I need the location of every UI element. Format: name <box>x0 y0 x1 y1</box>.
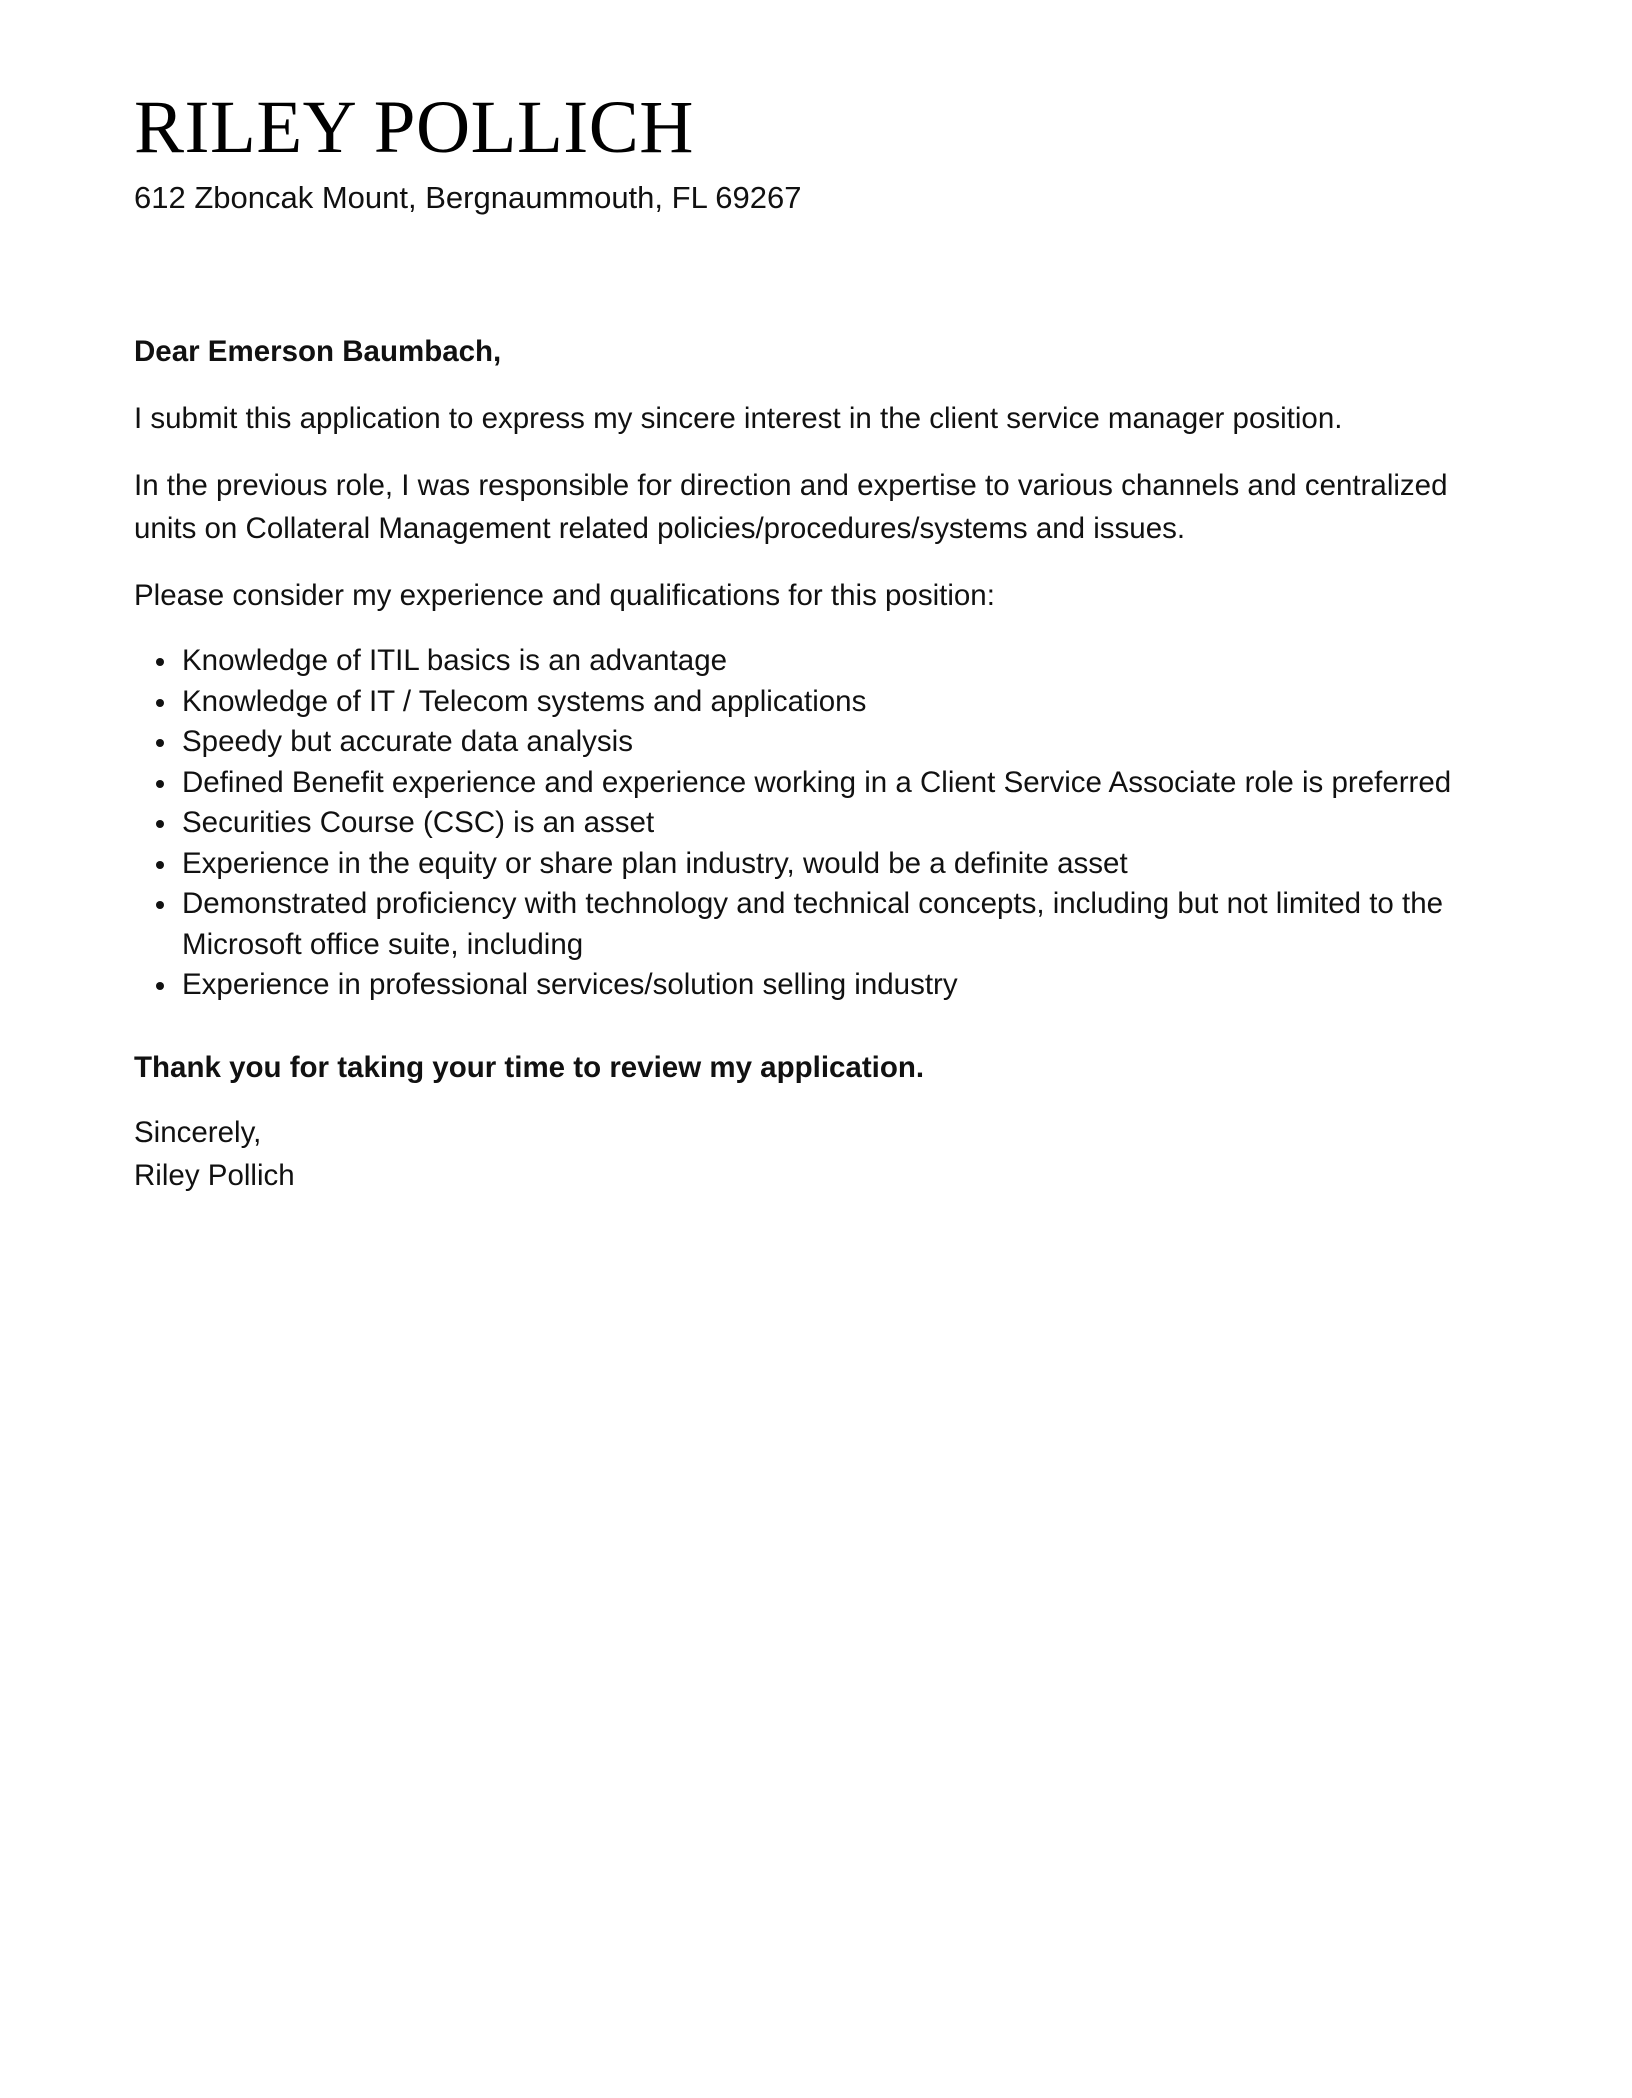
intro-paragraph: I submit this application to express my sincere interest in the client service manager position. <box>134 402 1343 435</box>
list-item: Securities Course (CSC) is an asset <box>182 803 1494 844</box>
salutation: Dear Emerson Baumbach, <box>134 335 502 368</box>
list-item: Demonstrated proficiency with technology and technical concepts, including but not limited to the Microsoft office suite, including <box>182 884 1494 965</box>
list-item: Experience in the equity or share plan industry, would be a definite asset <box>182 844 1494 885</box>
letter-body <box>134 330 1494 1197</box>
qualifications-lead-paragraph: Please consider my experience and qualifications for this position: <box>134 579 995 612</box>
thank-you-line: Thank you for taking your time to review my application. <box>134 1050 925 1084</box>
closing: Sincerely, <box>134 1115 262 1149</box>
applicant-address: 612 Zboncak Mount, Bergnaummouth, FL 69267 <box>134 180 802 215</box>
list-item: Knowledge of ITIL basics is an advantage <box>182 641 1494 682</box>
list-item: Knowledge of IT / Telecom systems and applications <box>182 682 1494 723</box>
cover-letter-page <box>134 86 1494 1197</box>
applicant-name: RILEY POLLICH <box>134 86 694 169</box>
list-item: Experience in professional services/solution selling industry <box>182 965 1494 1006</box>
list-item: Speedy but accurate data analysis <box>182 722 1494 763</box>
qualifications-list <box>134 641 1494 1006</box>
experience-paragraph: In the previous role, I was responsible for direction and expertise to various channels and centralized units on Collateral Management related policies/procedures/systems and issues. <box>134 469 1448 545</box>
signature-name: Riley Pollich <box>134 1158 295 1192</box>
list-item: Defined Benefit experience and experience working in a Client Service Associate role is preferred <box>182 763 1494 804</box>
